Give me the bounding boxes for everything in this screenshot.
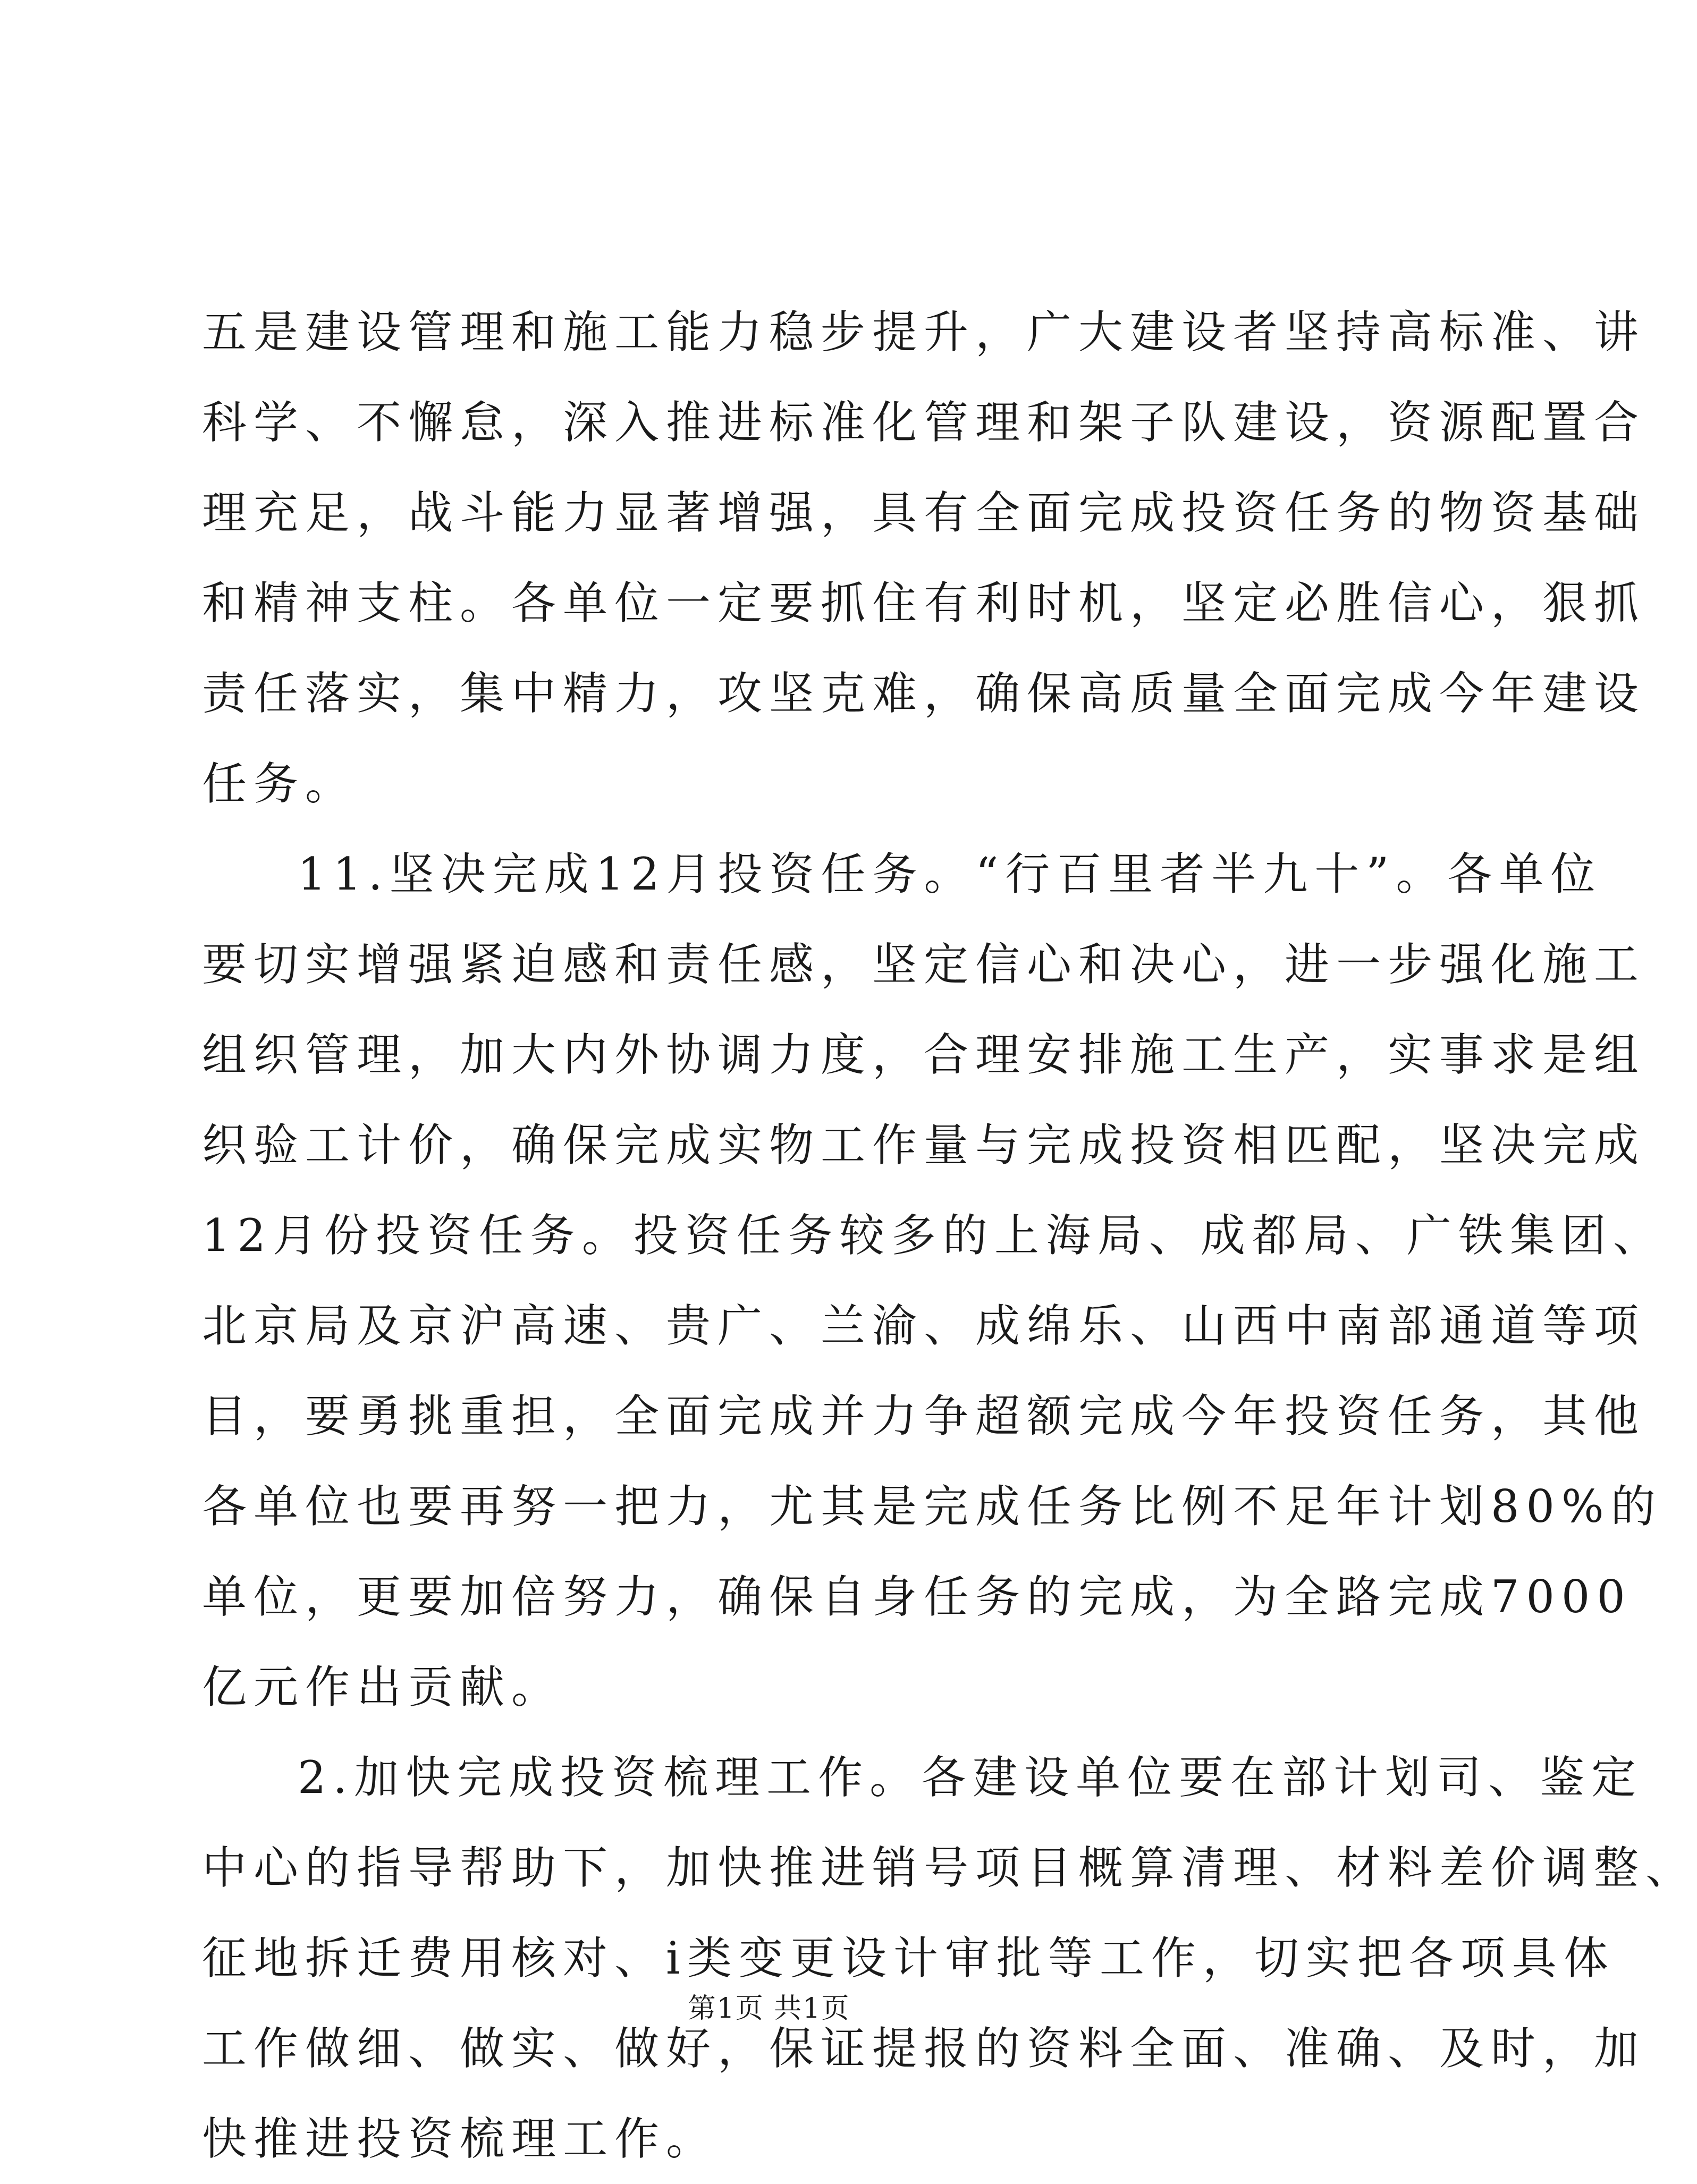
text-line: 目，要勇挑重担，全面完成并力争超额完成今年投资任务，其他 — [202, 1390, 1646, 1442]
text-line: 12月份投资任务。投资任务较多的上海局、成都局、广铁集团、 — [202, 1209, 1665, 1262]
text-line: 理充足，战斗能力显著增强，具有全面完成投资任务的物资基础 — [202, 487, 1646, 539]
text-line: 工作做细、做实、做好，保证提报的资料全面、准确、及时，加 — [202, 2022, 1646, 2075]
text-line: 要切实增强紧迫感和责任感，坚定信心和决心，进一步强化施工 — [202, 938, 1646, 991]
text-line: 亿元作出贡献。 — [202, 1661, 563, 1713]
paragraph — [202, 1732, 1697, 2184]
text-line: 任务。 — [202, 758, 357, 810]
document-body — [202, 287, 1697, 2184]
text-line: 北京局及京沪高速、贵广、兰渝、成绵乐、山西中南部通道等项 — [202, 1300, 1646, 1352]
text-line: 责任落实，集中精力，攻坚克难，确保高质量全面完成今年建设 — [202, 667, 1646, 719]
text-line: 科学、不懈怠，深入推进标准化管理和架子队建设，资源配置合 — [202, 396, 1646, 448]
text-line: 各单位也要再努一把力，尤其是完成任务比例不足年计划80%的 — [202, 1480, 1662, 1533]
text-line: 织验工计价，确保完成实物工作量与完成投资相匹配，坚决完成 — [202, 1119, 1646, 1171]
text-line: 快推进投资梳理工作。 — [202, 2113, 718, 2165]
text-line: 五是建设管理和施工能力稳步提升，广大建设者坚持高标准、讲 — [202, 306, 1646, 358]
text-line: 2.加快完成投资梳理工作。各建设单位要在部计划司、鉴定 — [298, 1751, 1643, 1804]
paragraph — [202, 829, 1665, 1732]
paragraph — [202, 287, 1646, 829]
text-line: 征地拆迁费用核对、i类变更设计审批等工作，切实把各项具体 — [202, 1932, 1615, 1984]
text-line: 和精神支柱。各单位一定要抓住有利时机，坚定必胜信心，狠抓 — [202, 577, 1646, 629]
text-line: 11.坚决完成12月投资任务。“行百里者半九十”。各单位 — [298, 848, 1602, 900]
text-line: 组织管理，加大内外协调力度，合理安排施工生产，实事求是组 — [202, 1029, 1646, 1081]
text-line: 中心的指导帮助下，加快推进销号项目概算清理、材料差价调整、 — [202, 1842, 1697, 1894]
page-footer: 第1页 共1页 — [688, 1993, 850, 2025]
text-line: 单位，更要加倍努力，确保自身任务的完成，为全路完成7000 — [202, 1571, 1632, 1623]
